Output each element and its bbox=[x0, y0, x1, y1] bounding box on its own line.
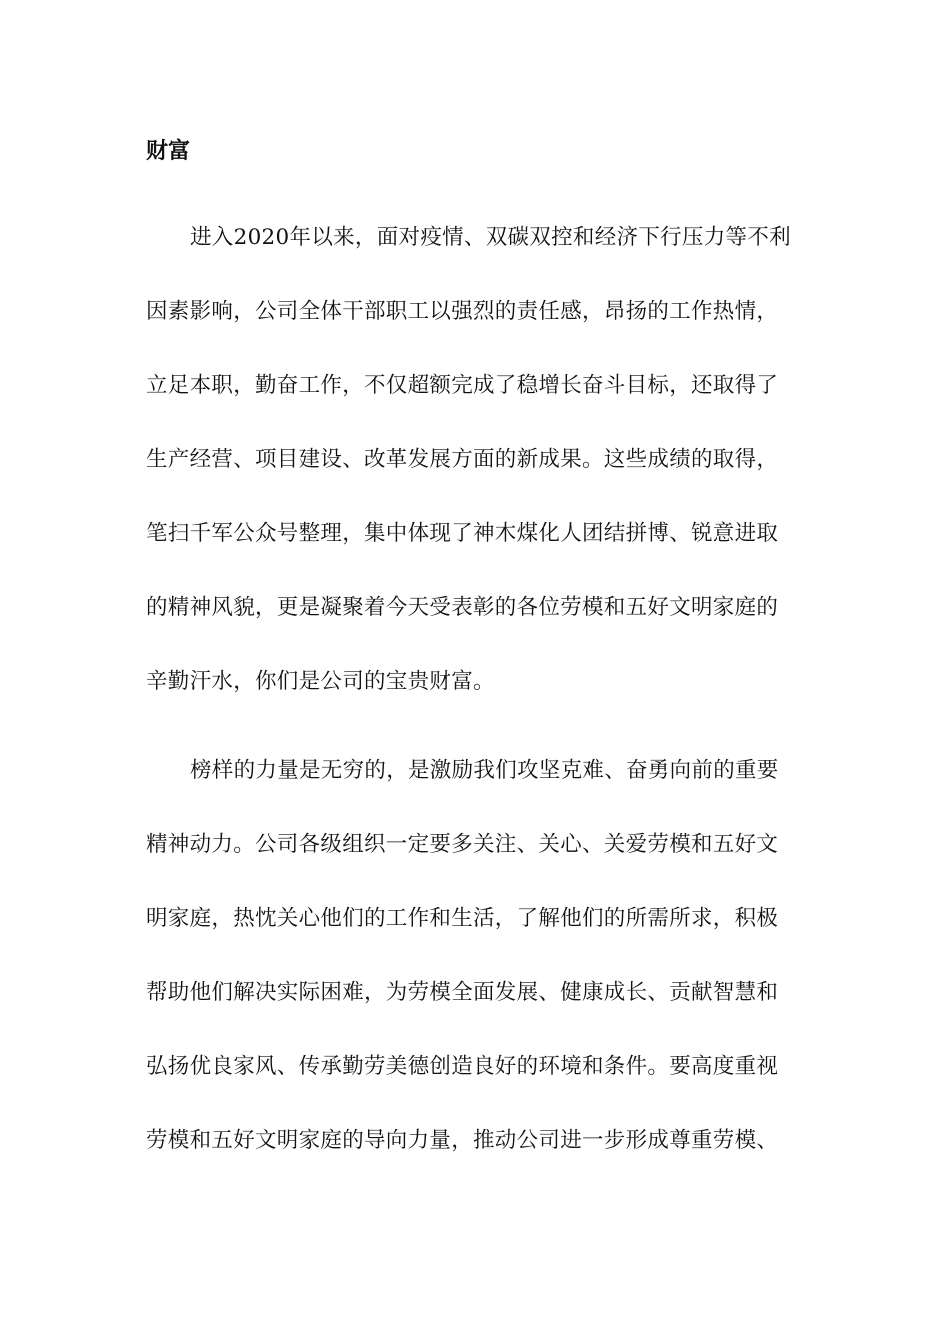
paragraph-line: 弘扬优良家风、传承勤劳美德创造良好的环境和条件。要高度重视 bbox=[146, 1054, 779, 1079]
paragraph-line: 辛勤汗水，你们是公司的宝贵财富。 bbox=[146, 669, 495, 694]
paragraph-line: 立足本职，勤奋工作，不仅超额完成了稳增长奋斗目标，还取得了 bbox=[146, 373, 779, 398]
paragraph-line: 榜样的力量是无穷的，是激励我们攻坚克难、奋勇向前的重要 bbox=[190, 758, 779, 783]
paragraph-line: 明家庭，热忱关心他们的工作和生活，了解他们的所需所求，积极 bbox=[146, 906, 779, 931]
document-heading: 财富 bbox=[146, 139, 191, 164]
paragraph-line: 帮助他们解决实际困难，为劳模全面发展、健康成长、贡献智慧和 bbox=[146, 980, 779, 1005]
paragraph-line: 精神动力。公司各级组织一定要多关注、关心、关爱劳模和五好文 bbox=[146, 832, 779, 857]
paragraph-line: 劳模和五好文明家庭的导向力量，推动公司进一步形成尊重劳模、 bbox=[146, 1128, 779, 1153]
paragraph-line: 因素影响，公司全体干部职工以强烈的责任感，昂扬的工作热情， bbox=[146, 299, 779, 324]
paragraph-line: 的精神风貌，更是凝聚着今天受表彰的各位劳模和五好文明家庭的 bbox=[146, 595, 779, 620]
paragraph-line: 进入2020年以来，面对疫情、双碳双控和经济下行压力等不利 bbox=[190, 225, 791, 250]
paragraph-line: 生产经营、项目建设、改革发展方面的新成果。这些成绩的取得， bbox=[146, 447, 779, 472]
paragraph-line: 笔扫千军公众号整理，集中体现了神木煤化人团结拼博、锐意进取 bbox=[146, 521, 779, 546]
